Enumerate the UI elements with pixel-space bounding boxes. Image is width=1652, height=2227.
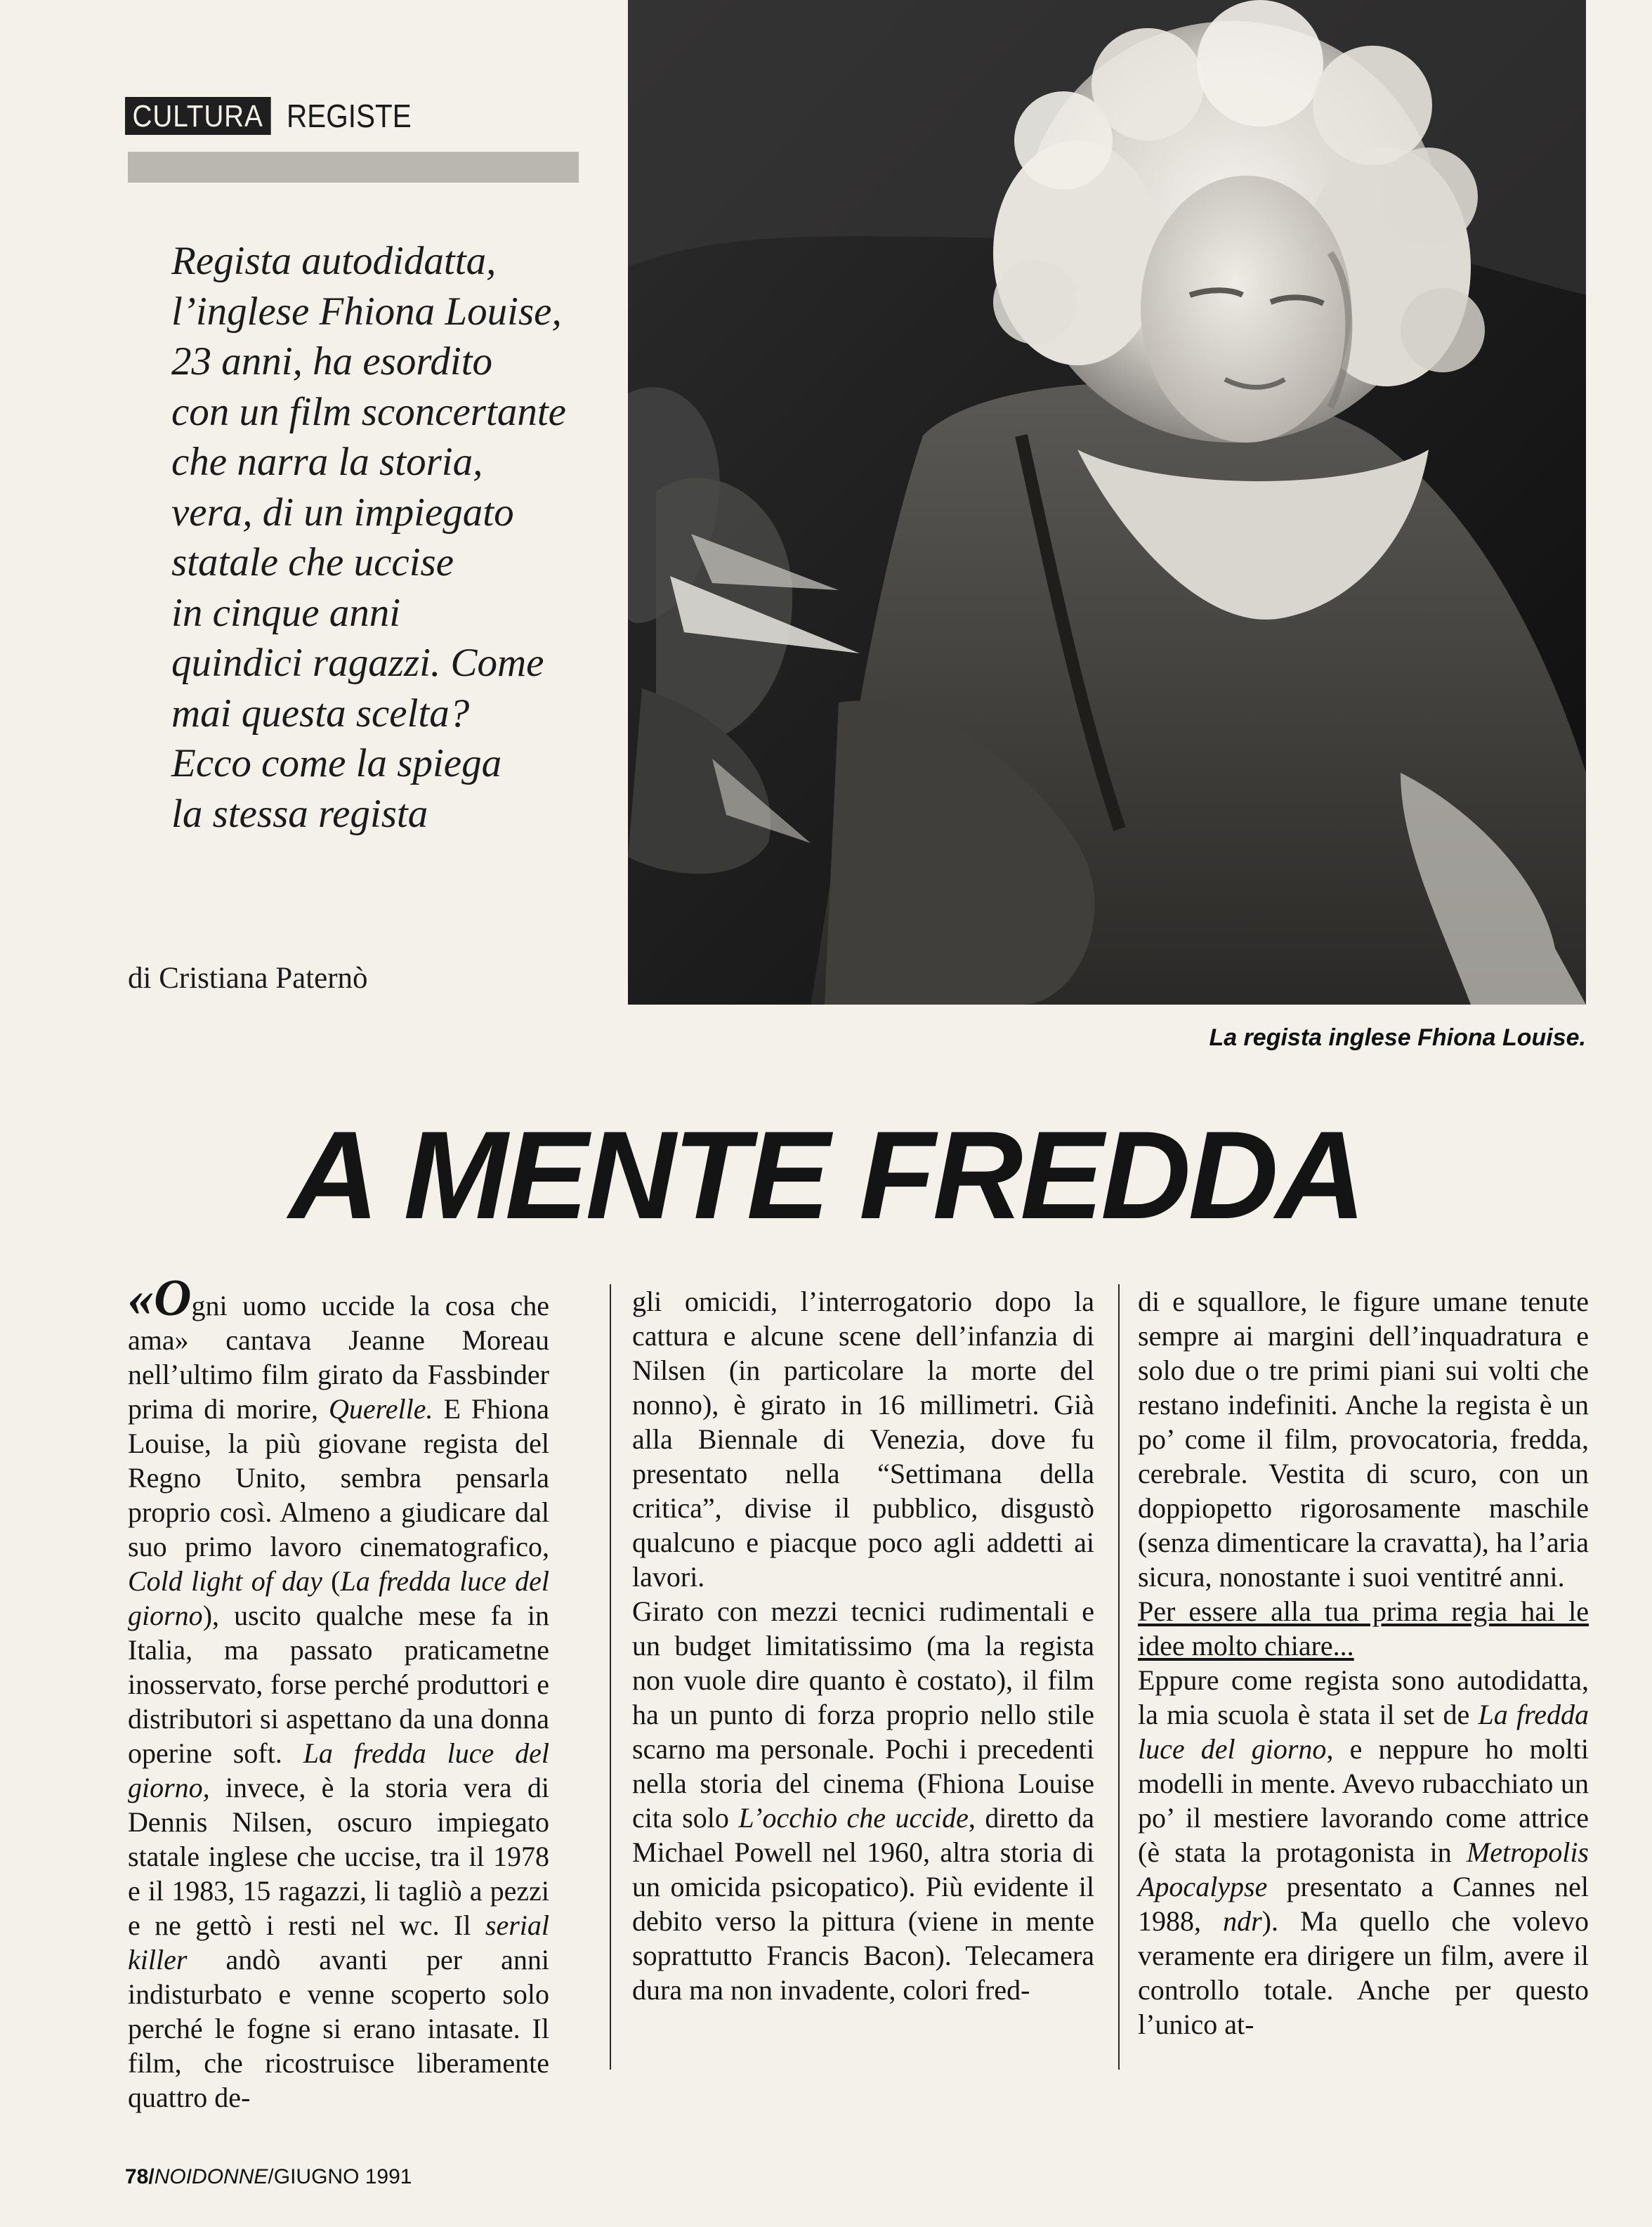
text-run: ( [322,1565,341,1597]
article-paragraph [128,1269,550,2115]
text-run: , diretto da Michael Powell nel 1960, altra storia di un omicida psicopatico). Più evidente il debito verso la pittura (viene in mente soprattutto Francis Bacon). Telecamera dura ma non invadente, colori fred- [632,1802,1094,2006]
lead-line: in cinque anni [171,590,401,635]
text-run: ), uscito qualche mese fa in Italia, ma passato praticametne inosservato, forse perché produttori e distributori si aspettano da una donna operine soft. [128,1600,549,1769]
text-run: presentato a Cannes nel 1988, [1138,1871,1589,1937]
film-title: L’occhio che uccide [738,1802,969,1834]
section-tag: CULTURA [125,97,270,135]
film-title: Querelle. [329,1393,433,1425]
text-run: , e neppure ho molti modelli in mente. Avevo rubacchiato un po’ il mestiere lavorando come attrice (è stata la protagonista in [1138,1733,1589,1868]
article-paragraph: gli omicidi, l’interrogatorio dopo la cattura e alcune scene dell’infanzia di Nilsen (in particolare la morte del nonno), è girato in 16 millimetri. Già alla Biennale di Venezia, dove fu presentato nella “Settimana della critica”, divise il pubblico, disgustò qualcuno e piacque poco agli addetti ai lavori. [632,1286,1094,1593]
italic-term: serial killer [128,1909,549,1975]
magazine-name: NOIDONNE [154,2165,268,2188]
lead-paragraph [171,236,593,839]
text-run: andò avanti per anni indisturbato e venne scoperto solo perché le fogne si erano intasate. Il film, che ricostruisce liberamente quattro de- [128,1944,549,2113]
text-run: ). Ma quello che volevo veramente era dirigere un film, avere il controllo totale. Anche per questo l’unico at- [1138,1905,1589,2040]
text-run: E Fhiona Louise, la più giovane regista del Regno Unito, sembra pensarla proprio così. Almeno a giudicare dal suo primo lavoro cinematografico, [128,1393,549,1562]
film-title: La fredda luce del giorno [128,1565,550,1631]
column-rule [610,1284,611,2070]
page-footer [125,2165,412,2189]
film-title: La fredda luce del giorno [1138,1699,1589,1765]
portrait-photo [628,0,1586,1005]
section-header [125,97,428,135]
lead-line: mai questa scelta? [171,691,470,736]
section-subtitle: REGISTE [286,98,412,134]
lead-line: Ecco come la spiega [171,741,502,785]
column-rule [1118,1284,1120,2070]
text-run: Eppure come regista sono autodidatta, la mia scuola è stata il set de [1138,1664,1589,1730]
film-title: La fredda luce del giorno, [128,1737,549,1803]
drop-quote: « [128,1269,154,1327]
lead-line: l’inglese Fhiona Louise, [171,289,562,334]
film-title: Cold light of day [128,1565,322,1597]
lead-line: che narra la storia, [171,440,483,484]
issue-date: /GIUGNO 1991 [268,2165,412,2188]
lead-line: quindici ragazzi. Come [171,641,544,685]
headline: A MENTE FREDDA [289,1105,1363,1245]
page-number: 78/ [125,2165,155,2188]
lead-line: Regista autodidatta, [171,239,497,283]
film-title: Metropolis Apocalypse [1138,1836,1589,1902]
header-bar [128,152,579,183]
article-paragraph [632,1594,1094,2007]
text-run: invece, è la storia vera di Dennis Nilsen, oscuro impiegato statale inglese che uccise, tra il 1978 e il 1983, 15 ragazzi, li tagliò a pezzi e ne gettò i resti nel wc. Il [128,1772,549,1941]
lead-line: la stessa regista [171,791,428,836]
byline: di Cristiana Paternò [128,962,368,995]
lead-line: 23 anni, ha esordito [171,339,493,384]
article-column-3 [1138,1284,1589,2042]
lead-line: statale che uccise [171,540,454,584]
lead-line: con un film sconcertante [171,389,566,434]
editor-note: ndr [1223,1905,1262,1937]
article-column-1 [128,1269,550,2115]
article-paragraph: di e squallore, le figure umane tenute sempre ai margini dell’inquadratura e solo due o tre primi piani sui volti che restano indefiniti. Anche la regista è un po’ come il film, provocatoria, fredda, cerebrale. Vestita di scuro, con un doppiopetto rigorosamente maschile (senza dimenticare la cravatta), ha l’aria sicura, nonostante i suoi ventitré anni. [1138,1286,1589,1593]
text-run: Girato con mezzi tecnici rudimentali e un budget limitatissimo (ma la regista non vuole dire quanto è costato), il film ha un punto di forza proprio nello stile scarno ma personale. Pochi i precedenti nella storia del cinema (Fhiona Louise cita solo [632,1595,1094,1834]
article-paragraph [1138,1663,1589,2042]
interview-question: Per essere alla tua prima regia hai le idee molto chiare... [1138,1595,1589,1661]
drop-cap: O [154,1269,192,1327]
article-column-2 [632,1284,1094,2007]
text-run: gni uomo uccide la cosa che ama» cantava Jeanne Moreau nell’ultimo film girato da Fassbinder prima di morire, [128,1290,549,1425]
lead-line: vera, di un impiegato [171,490,514,535]
photo-caption: La regista inglese Fhiona Louise. [1209,1024,1586,1051]
